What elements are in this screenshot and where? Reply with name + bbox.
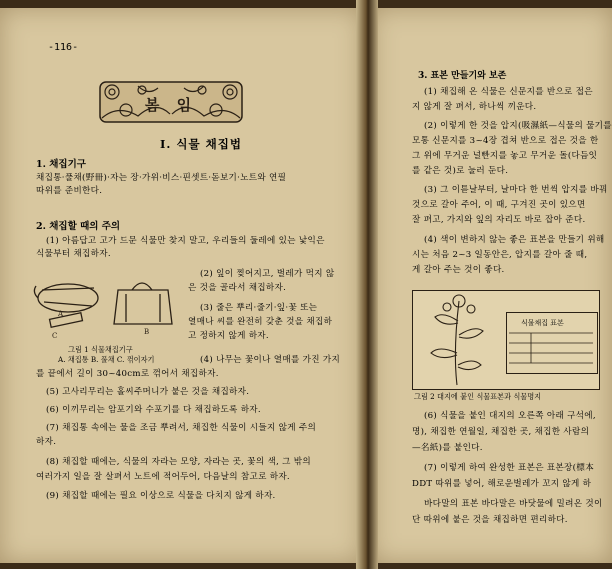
text-line: 그 위에 무거운 널빤지를 놓고 무거운 돌(다듬잇 xyxy=(412,151,598,161)
label-card-grid xyxy=(507,331,595,371)
text-line: DDT 따위를 넣어, 해로운벌레가 꼬지 않게 하 xyxy=(412,479,592,489)
text-line: (8) 채집할 때에는, 식물의 자라는 모양, 자라는 곳, 꽃의 색, 그 밖의 xyxy=(46,457,311,467)
text-line: (2) 이렇게 한 것을 압지(吸濕紙—식물의 물기를 xyxy=(424,121,612,131)
text-line: 식물부터 채집하자. xyxy=(36,249,111,259)
text-line: 바다말의 표본 바다말은 바닷물에 밀려온 것이 xyxy=(424,499,603,509)
text-line: 를 같은 것)로 눌러 둔다. xyxy=(412,166,509,176)
section-banner xyxy=(98,80,244,124)
book-gutter xyxy=(356,0,378,569)
text-line: (2) 잎이 찢어지고, 벌레가 먹지 않 xyxy=(200,269,335,279)
text-line: 고 정하지 않게 하자. xyxy=(188,331,269,341)
text-line: 모통 신문지를 3~4장 겹쳐 반으로 접은 것을 한 xyxy=(412,136,599,146)
section-heading-2: 2. 채집할 때의 주의 xyxy=(36,221,121,232)
label-card-title: 식물채집 표본 xyxy=(521,319,564,327)
figure-label-b: B xyxy=(144,328,150,336)
specimen-figure-caption: 그림 2 대지에 붙인 식물표본과 식물명지 xyxy=(414,392,542,401)
plant-specimen-illustration xyxy=(413,291,503,387)
text-line: 하자. xyxy=(36,437,57,447)
right-section-heading: 3. 표본 만들기와 보존 xyxy=(418,71,507,81)
text-line: 것으로 갈아 주어, 이 때, 구겨진 곳이 있으면 xyxy=(412,200,586,210)
figure-label-a: A xyxy=(58,310,64,318)
specimen-label-card xyxy=(506,312,598,374)
banner-title: 봄 임 xyxy=(144,96,198,114)
text-line: 따위를 준비한다. xyxy=(36,186,103,196)
figure-label-c: C xyxy=(52,332,58,340)
figure-caption-sub: A. 채집통 B. 풀채 C. 꺾이자기 xyxy=(58,355,155,364)
text-line: (6) 이끼무리는 암포기와 수포기를 다 채집하도록 하자. xyxy=(46,405,261,415)
text-line: (4) 색이 변하지 않는 좋은 표본을 만들기 위해 xyxy=(424,235,605,245)
section-heading-1: 1. 채집기구 xyxy=(36,159,86,170)
text-line: (4) 나무는 꽃이나 열매를 가진 가지 xyxy=(200,355,341,365)
text-line: (1) 채집해 온 식물은 신문지를 반으로 접은 xyxy=(424,87,593,97)
text-line: (5) 고사리무리는 홀씨주머니가 붙은 것을 채집하자. xyxy=(46,387,250,397)
text-line: (3) 그 이튿날부터, 날마다 한 번씩 압지를 바꿔 xyxy=(424,185,608,195)
text-line: 잘 펴고, 가지와 잎의 자리도 바로 잡아 준다. xyxy=(412,215,586,225)
chapter-title: I. 식물 채집법 xyxy=(160,137,242,151)
text-line: (7) 이렇게 하여 완성한 표본은 표본장(標本 xyxy=(424,463,595,473)
text-line: 단 따위에 붙은 것을 채집하면 편리하다. xyxy=(412,515,568,525)
tools-illustration xyxy=(28,272,178,344)
text-line: 명), 채집한 연월일, 채집한 곳, 채집한 사람의 xyxy=(412,427,590,437)
figure-caption: 그림 1 식물채집기구 xyxy=(68,345,133,354)
text-line: 게 갈아 주는 것이 좋다. xyxy=(412,265,505,275)
text-line: 를 끝에서 길이 30~40cm로 꺾어서 채집하자. xyxy=(36,369,219,379)
text-line: (3) 줄은 뿌리·줄기·잎·꽃 또는 xyxy=(200,303,318,313)
text-line: (7) 채집통 속에는 물을 조금 뿌려서, 채집한 식물이 시들지 않게 주의 xyxy=(46,423,317,433)
text-line: 여러가지 일을 잘 살펴서 노트에 적어두어, 다음날의 참고로 하자. xyxy=(36,472,290,482)
text-line: 시는 처음 2~3 일동안은, 압지를 갈아 줄 때, xyxy=(412,250,588,260)
text-line: 은 것을 골라서 채집하자. xyxy=(188,283,287,293)
text-line: 지 않게 잘 펴서, 하나씩 끼운다. xyxy=(412,102,537,112)
text-line: (6) 식물을 붙인 대지의 오른쪽 아래 구석에, xyxy=(424,411,596,421)
page-number: -116- xyxy=(48,42,79,53)
text-line: —名紙)를 붙인다. xyxy=(412,443,483,453)
collecting-tools-figure xyxy=(28,272,178,344)
text-line: (1) 아름답고 고가 드문 식물만 찾지 말고, 우리들의 둘레에 있는 낯익은 xyxy=(46,236,325,246)
text-line: 채집통·풀채(野冊)·자는 장·가위·비스·핀셋트·돋보기·노트와 연필 xyxy=(36,173,287,183)
text-line: (9) 채집할 때에는 필요 이상으로 식물을 다치지 않게 하자. xyxy=(46,491,276,501)
text-line: 열매나 씨를 완전히 갖춘 것을 채집하 xyxy=(188,317,333,327)
